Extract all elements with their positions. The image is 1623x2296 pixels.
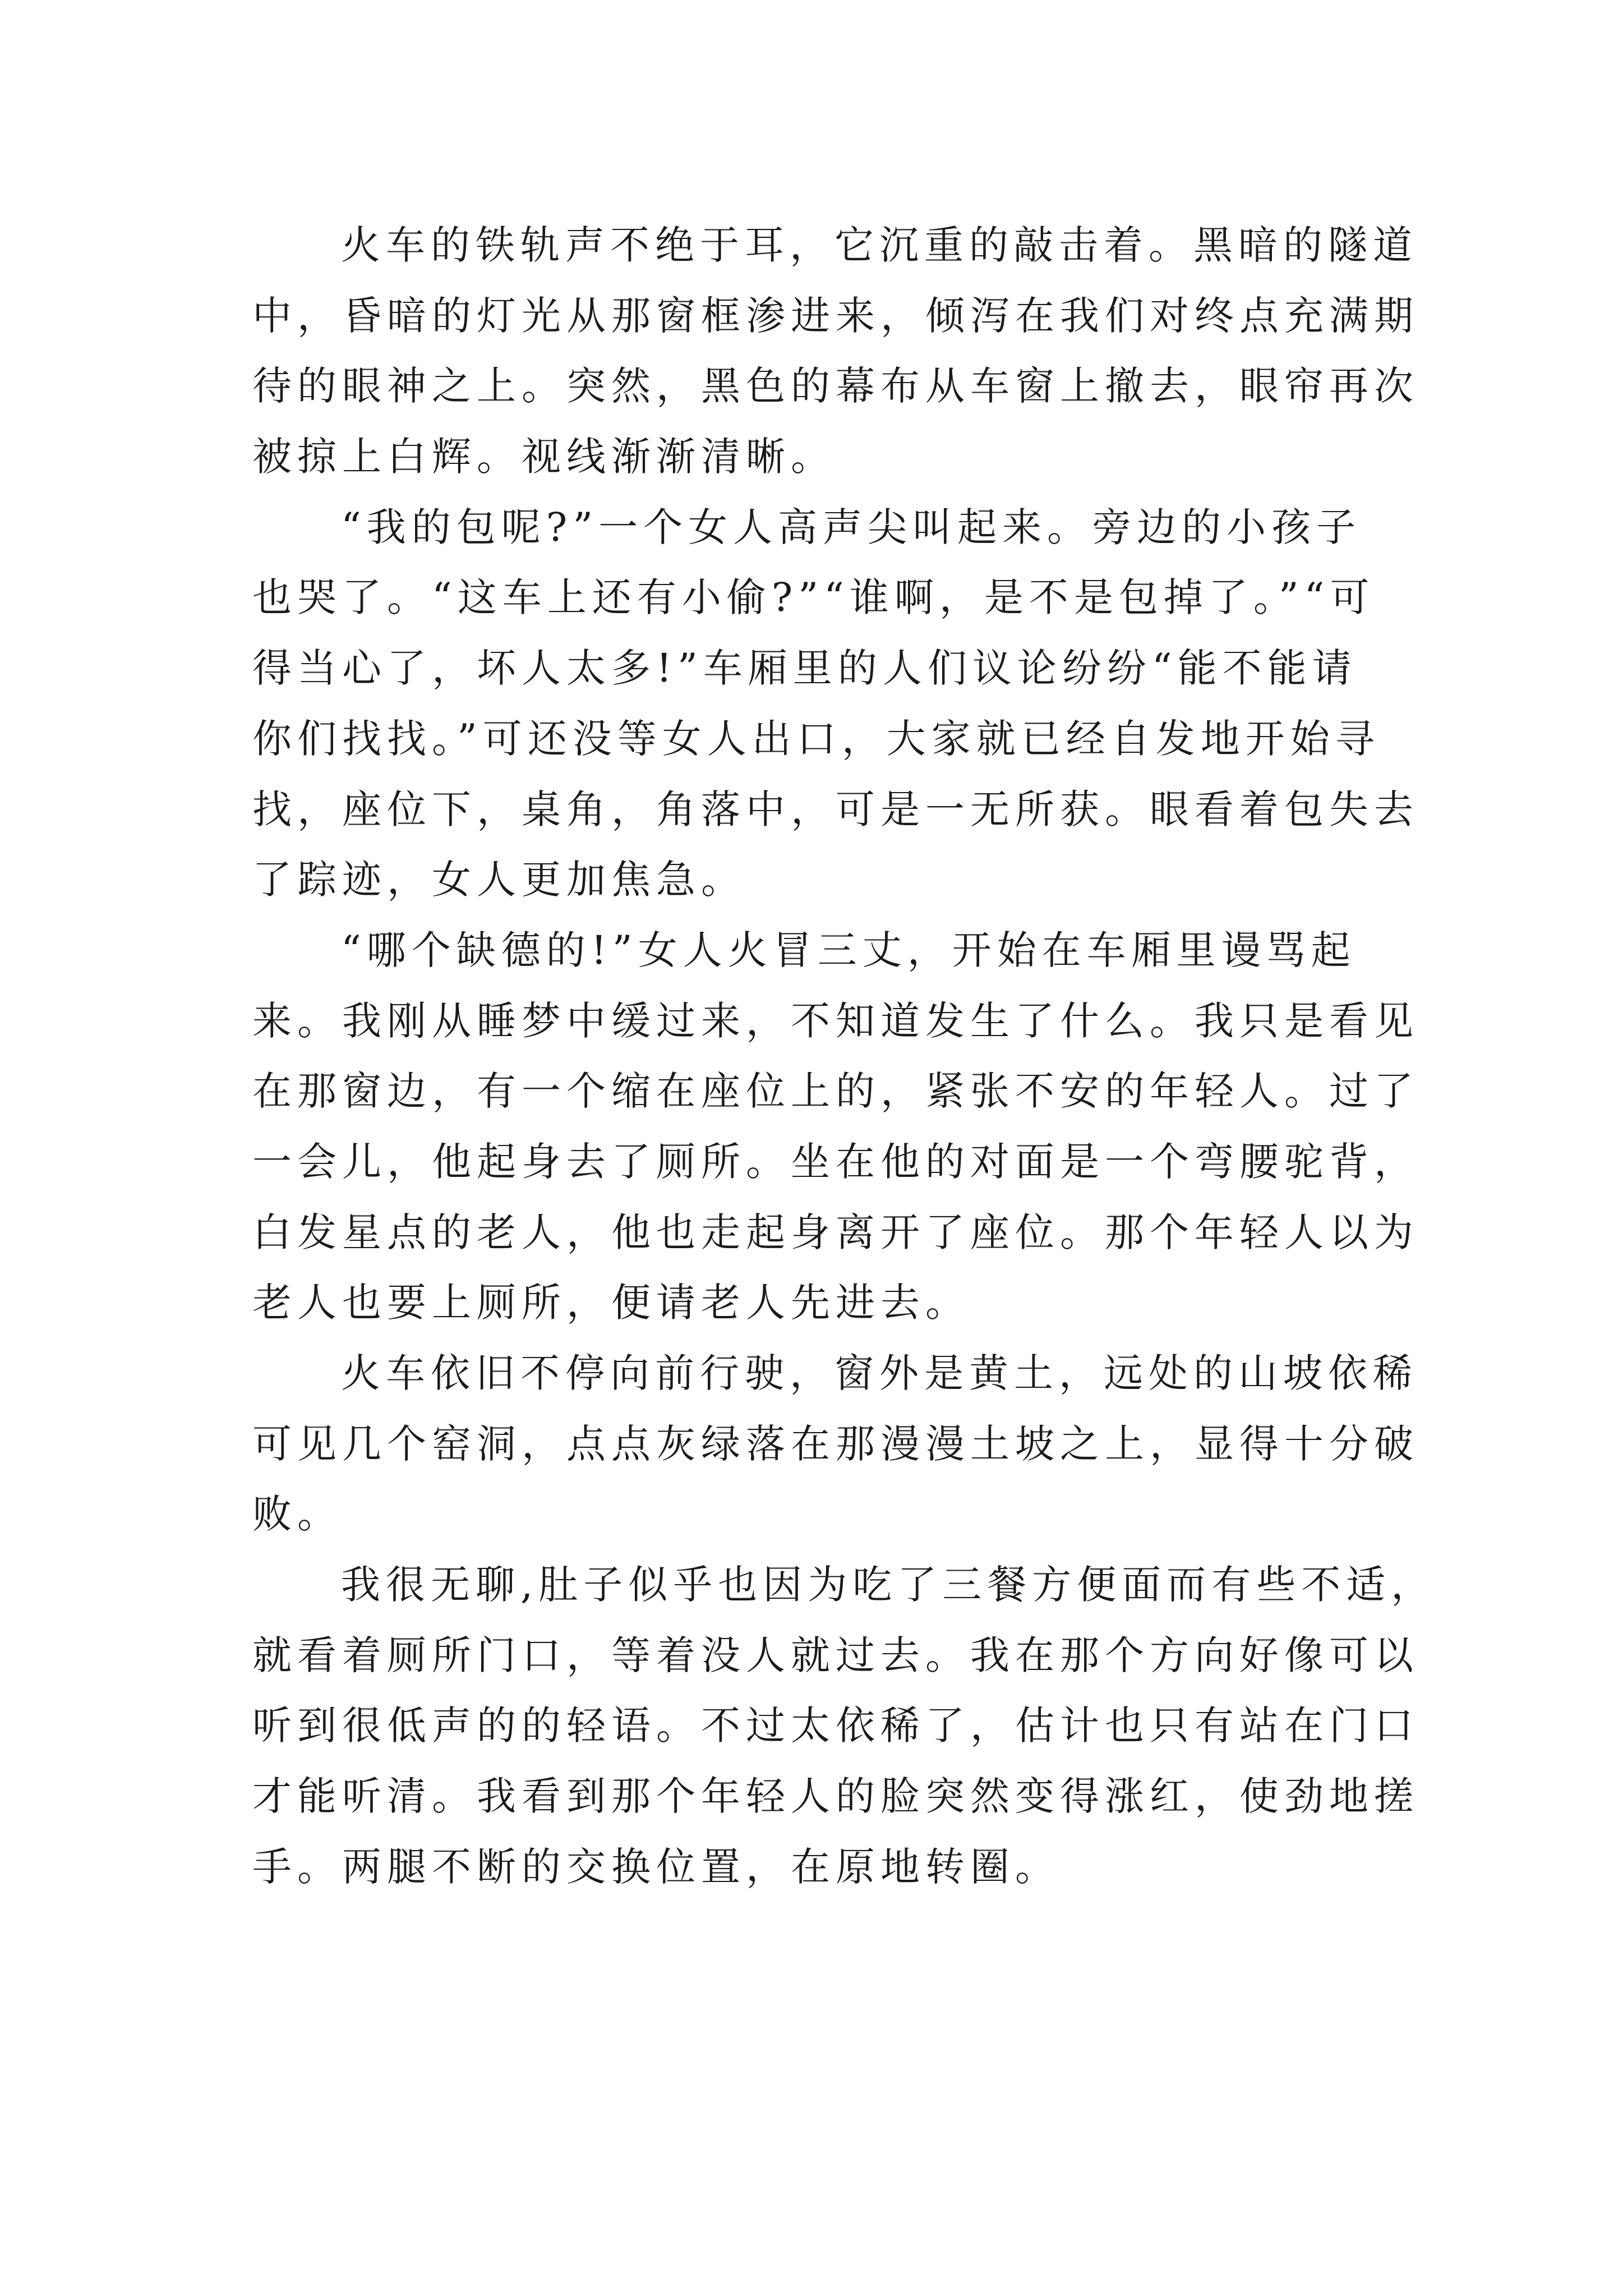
- paragraph-line: 白发星点的老人，他也走起身离开了座位。那个年轻人以为: [252, 1209, 1419, 1255]
- paragraph-line: “哪个缺德的!”女人火冒三丈，开始在车厢里谩骂起: [341, 927, 1356, 973]
- paragraph-2: [252, 493, 1419, 915]
- paragraph-line: 来。我刚从睡梦中缓过来，不知道发生了什么。我只是看见: [252, 997, 1419, 1044]
- paragraph-line: 败。: [252, 1491, 342, 1538]
- paragraph-line: 火车依旧不停向前行驶，窗外是黄土，远处的山坡依稀: [341, 1350, 1418, 1396]
- paragraph-line: 听到很低声的的轻语。不过太依稀了，估计也只有站在门口: [252, 1703, 1419, 1749]
- paragraph-line: 中，昏暗的灯光从那窗框渗进来，倾泻在我们对终点充满期: [252, 292, 1419, 339]
- paragraph-line: 得当心了，坏人太多!”车厢里的人们议论纷纷“能不能请: [252, 645, 1357, 692]
- paragraph-line: 手。两腿不断的交换位置，在原地转圈。: [252, 1843, 1060, 1890]
- paragraph-line: 才能听清。我看到那个年轻人的脸突然变得涨红，使劲地搓: [252, 1773, 1419, 1820]
- paragraph-1: [252, 210, 1419, 493]
- paragraph-line: 你们找找。”可还没等女人出口，大家就已经自发地开始寻: [252, 715, 1380, 762]
- paragraph-line: 了踪迹，女人更加焦急。: [252, 857, 746, 903]
- paragraph-line: 在那窗边，有一个缩在座位上的，紧张不安的年轻人。过了: [252, 1068, 1419, 1115]
- paragraph-line: 找，座位下，桌角，角落中，可是一无所获。眼看着包失去: [252, 786, 1419, 832]
- paragraph-3: [252, 915, 1419, 1338]
- paragraph-4: [252, 1338, 1419, 1550]
- paragraph-line: 也哭了。“这车上还有小偷?”“谁啊，是不是包掉了。”“可: [252, 574, 1375, 621]
- paragraph-line: 可见几个窑洞，点点灰绿落在那漫漫土坡之上，显得十分破: [252, 1420, 1419, 1467]
- document-body: [252, 210, 1436, 1903]
- paragraph-line: 火车的铁轨声不绝于耳，它沉重的敲击着。黑暗的隧道: [341, 222, 1418, 268]
- paragraph-line: 我很无聊,肚子似乎也因为吃了三餐方便面而有些不适，: [341, 1562, 1436, 1608]
- paragraph-line: “我的包呢?”一个女人高声尖叫起来。旁边的小孩子: [341, 504, 1362, 550]
- paragraph-line: 被掠上白辉。视线渐渐清晰。: [252, 434, 836, 480]
- paragraph-line: 老人也要上厕所，便请老人先进去。: [252, 1280, 970, 1326]
- paragraph-line: 就看着厕所门口，等着没人就过去。我在那个方向好像可以: [252, 1632, 1419, 1678]
- paragraph-5: [252, 1550, 1436, 1902]
- paragraph-line: 一会儿，他起身去了厕所。坐在他的对面是一个弯腰驼背，: [252, 1138, 1419, 1185]
- paragraph-line: 待的眼神之上。突然，黑色的幕布从车窗上撤去，眼帘再次: [252, 363, 1419, 409]
